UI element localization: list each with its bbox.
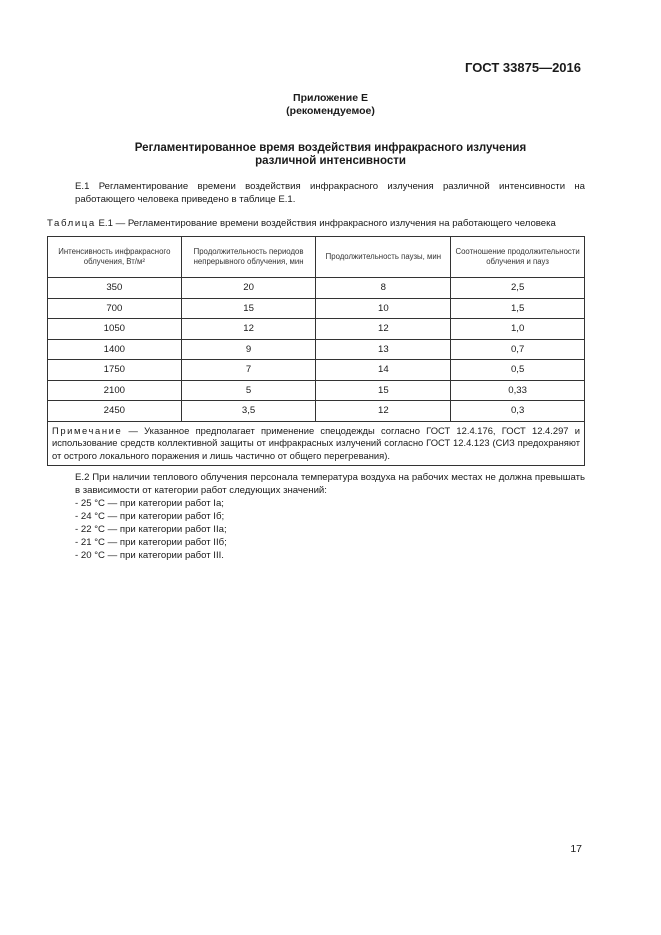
annex-title-line2: различной интенсивности	[255, 155, 406, 167]
cell-intensity: 700	[48, 298, 182, 319]
table-row	[48, 339, 585, 360]
annex-title-line1: Регламентированное время воздействия инфракрасного излучения	[134, 142, 527, 154]
list-item: - 25 °С — при категории работ Iа;	[75, 498, 224, 509]
cell-ratio: 0,7	[451, 339, 585, 360]
paragraph-e1-text: Е.1 Регламентирование времени воздействия инфракрасного излучения различной интенсивности на работающего человека приведено в таблице Е.1.	[75, 181, 585, 205]
cell-pause: 8	[316, 278, 451, 299]
cell-ratio: 0,3	[451, 401, 585, 422]
table-e1	[47, 236, 585, 466]
cell-pause: 15	[316, 380, 451, 401]
col-header-exposure: Продолжительность периодов непрерывного облучения, мин	[181, 237, 316, 278]
cell-ratio: 0,33	[451, 380, 585, 401]
annex-label: Приложение Е	[293, 92, 368, 104]
annex-status: (рекомендуемое)	[286, 105, 375, 117]
cell-ratio: 0,5	[451, 360, 585, 381]
col-header-intensity: Интенсивность инфракрасного облучения, Вт/м²	[48, 237, 182, 278]
cell-exposure: 5	[181, 380, 316, 401]
cell-pause: 12	[316, 319, 451, 340]
table-caption-text: Е.1 — Регламентирование времени воздействия инфракрасного излучения на работающего человека	[98, 218, 556, 229]
table-note-row	[48, 421, 585, 466]
paragraph-e2	[47, 471, 585, 497]
table-row	[48, 278, 585, 299]
table-row	[48, 298, 585, 319]
table-note-label: Примечание	[52, 424, 123, 436]
table-row	[48, 401, 585, 422]
list-item: - 24 °С — при категории работ Iб;	[75, 511, 225, 522]
cell-ratio: 1,5	[451, 298, 585, 319]
cell-intensity: 2100	[48, 380, 182, 401]
cell-exposure: 3,5	[181, 401, 316, 422]
cell-intensity: 350	[48, 278, 182, 299]
cell-intensity: 1400	[48, 339, 182, 360]
list-item: - 20 °С — при категории работ III.	[75, 550, 224, 561]
cell-pause: 12	[316, 401, 451, 422]
page-number: 17	[570, 843, 582, 855]
cell-intensity: 1750	[48, 360, 182, 381]
cell-pause: 13	[316, 339, 451, 360]
cell-exposure: 9	[181, 339, 316, 360]
cell-intensity: 2450	[48, 401, 182, 422]
cell-exposure: 7	[181, 360, 316, 381]
table-note-text: — Указанное предполагает применение спецодежды согласно ГОСТ 12.4.176, ГОСТ 12.4.297 и использование средств коллективной защиты от инфракрасных излучений согласно ГОСТ 12.4.123 (СИЗ предохраняют от острого локального поражения и лишь частично от общего перегревания).	[52, 424, 580, 461]
cell-ratio: 1,0	[451, 319, 585, 340]
cell-intensity: 1050	[48, 319, 182, 340]
cell-pause: 10	[316, 298, 451, 319]
table-row	[48, 360, 585, 381]
table-row	[48, 380, 585, 401]
annex-heading	[0, 92, 661, 118]
table-caption	[47, 218, 556, 229]
list-item: - 22 °С — при категории работ IIа;	[75, 524, 227, 535]
cell-exposure: 12	[181, 319, 316, 340]
table-row	[48, 319, 585, 340]
document-header: ГОСТ 33875—2016	[465, 60, 581, 75]
list-item: - 21 °С — при категории работ IIб;	[75, 537, 227, 548]
table-note	[48, 421, 585, 466]
table-caption-label: Таблица	[47, 218, 96, 229]
temperature-list	[75, 497, 227, 562]
cell-exposure: 20	[181, 278, 316, 299]
cell-ratio: 2,5	[451, 278, 585, 299]
paragraph-e2-text: Е.2 При наличии теплового облучения персонала температура воздуха на рабочих местах не должна превышать в зависимости от категории работ следующих значений:	[75, 472, 585, 496]
cell-exposure: 15	[181, 298, 316, 319]
col-header-pause: Продолжительность паузы, мин	[316, 237, 451, 278]
table-header-row	[48, 237, 585, 278]
col-header-ratio: Соотношение продолжительности облучения и пауз	[451, 237, 585, 278]
annex-title	[0, 142, 661, 168]
paragraph-e1	[47, 180, 585, 206]
cell-pause: 14	[316, 360, 451, 381]
